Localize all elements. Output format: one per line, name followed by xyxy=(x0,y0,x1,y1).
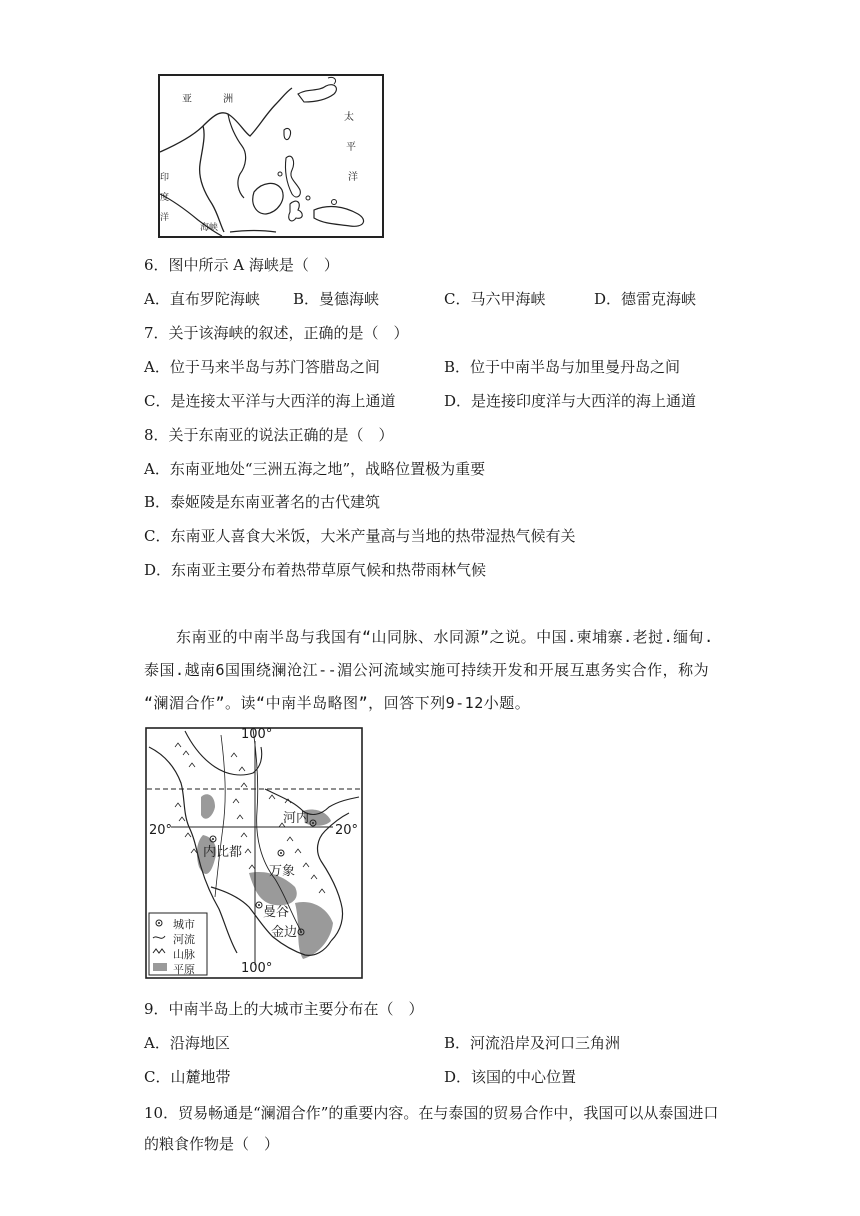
lon-label-top: 100° xyxy=(241,727,273,742)
q8-option-a: A．东南亚地处“三洲五海之地”，战略位置极为重要 xyxy=(144,460,486,478)
lat-label-right: 20° xyxy=(335,823,359,838)
legend-mountain: 山脉 xyxy=(173,948,195,961)
city-phnom-penh: 金边 xyxy=(271,925,298,940)
lat-label-left: 20° xyxy=(149,823,173,838)
legend-city: 城市 xyxy=(173,918,195,931)
q8-option-c: C．东南亚人喜食大米饭，大米产量高与当地的热带湿热气候有关 xyxy=(144,527,576,545)
q6-option-c: C．马六甲海峡 xyxy=(444,290,546,308)
question-7-stem: 7．关于该海峡的叙述，正确的是（ ） xyxy=(144,324,409,342)
question-10-line-1: 10．贸易畅通是“澜湄合作”的重要内容。在与泰国的贸易合作中，我国可以从泰国进口 xyxy=(144,1104,719,1122)
question-9-stem: 9．中南半岛上的大城市主要分布在（ ） xyxy=(144,1000,424,1018)
q7-option-d: D．是连接印度洋与大西洋的海上通道 xyxy=(444,392,697,410)
label-pacific-3: 洋 xyxy=(348,172,358,183)
city-vientiane: 万象 xyxy=(269,864,296,879)
label-asia: 亚 洲 xyxy=(182,94,248,105)
q6-option-d: D．德雷克海峡 xyxy=(594,290,697,308)
q8-option-d: D．东南亚主要分布着热带草原气候和热带雨林气候 xyxy=(144,561,487,579)
q9-option-d: D．该国的中心位置 xyxy=(444,1068,577,1086)
passage-line-2: 泰国.越南6国围绕澜沧江--湄公河流域实施可持续开发和开展互惠务实合作，称为 xyxy=(144,661,710,679)
indochina-map xyxy=(145,727,363,979)
question-8-stem: 8．关于东南亚的说法正确的是（ ） xyxy=(144,426,394,444)
legend-river: 河流 xyxy=(173,933,195,946)
q6-option-a: A．直布罗陀海峡 xyxy=(144,290,260,308)
q9-option-c: C．山麓地带 xyxy=(144,1068,231,1086)
label-indian-3: 洋 xyxy=(160,213,170,223)
q9-option-b: B．河流沿岸及河口三角洲 xyxy=(444,1034,621,1052)
q9-option-a: A．沿海地区 xyxy=(144,1034,230,1052)
label-pacific-2: 平 xyxy=(346,142,356,153)
label-strait: 海峡 xyxy=(200,223,219,233)
city-hanoi: 河内 xyxy=(283,811,310,826)
q7-option-c: C．是连接太平洋与大西洋的海上通道 xyxy=(144,392,396,410)
label-indian-2: 度 xyxy=(160,193,170,203)
question-6-stem: 6．图中所示 A 海峡是（ ） xyxy=(144,256,339,274)
city-naypyidaw: 内比都 xyxy=(203,845,243,860)
passage-line-1: 东南亚的中南半岛与我国有“山同脉、水同源”之说。中国.柬埔寨.老挝.缅甸. xyxy=(176,628,714,646)
q6-option-b: B．曼德海峡 xyxy=(293,290,380,308)
q7-option-a: A．位于马来半岛与苏门答腊岛之间 xyxy=(144,358,380,376)
question-10-line-2: 的粮食作物是（ ） xyxy=(144,1135,280,1153)
label-indian-1: 印 xyxy=(160,173,170,183)
q8-option-b: B．泰姬陵是东南亚著名的古代建筑 xyxy=(144,493,381,511)
lon-label-bottom: 100° xyxy=(241,961,273,976)
q7-option-b: B．位于中南半岛与加里曼丹岛之间 xyxy=(444,358,681,376)
strait-map xyxy=(158,74,384,238)
city-bangkok: 曼谷 xyxy=(263,905,290,920)
passage-line-3: “澜湄合作”。读“中南半岛略图”，回答下列9-12小题。 xyxy=(144,694,531,712)
label-pacific-1: 太 xyxy=(344,112,354,123)
legend-plain: 平原 xyxy=(173,963,195,976)
